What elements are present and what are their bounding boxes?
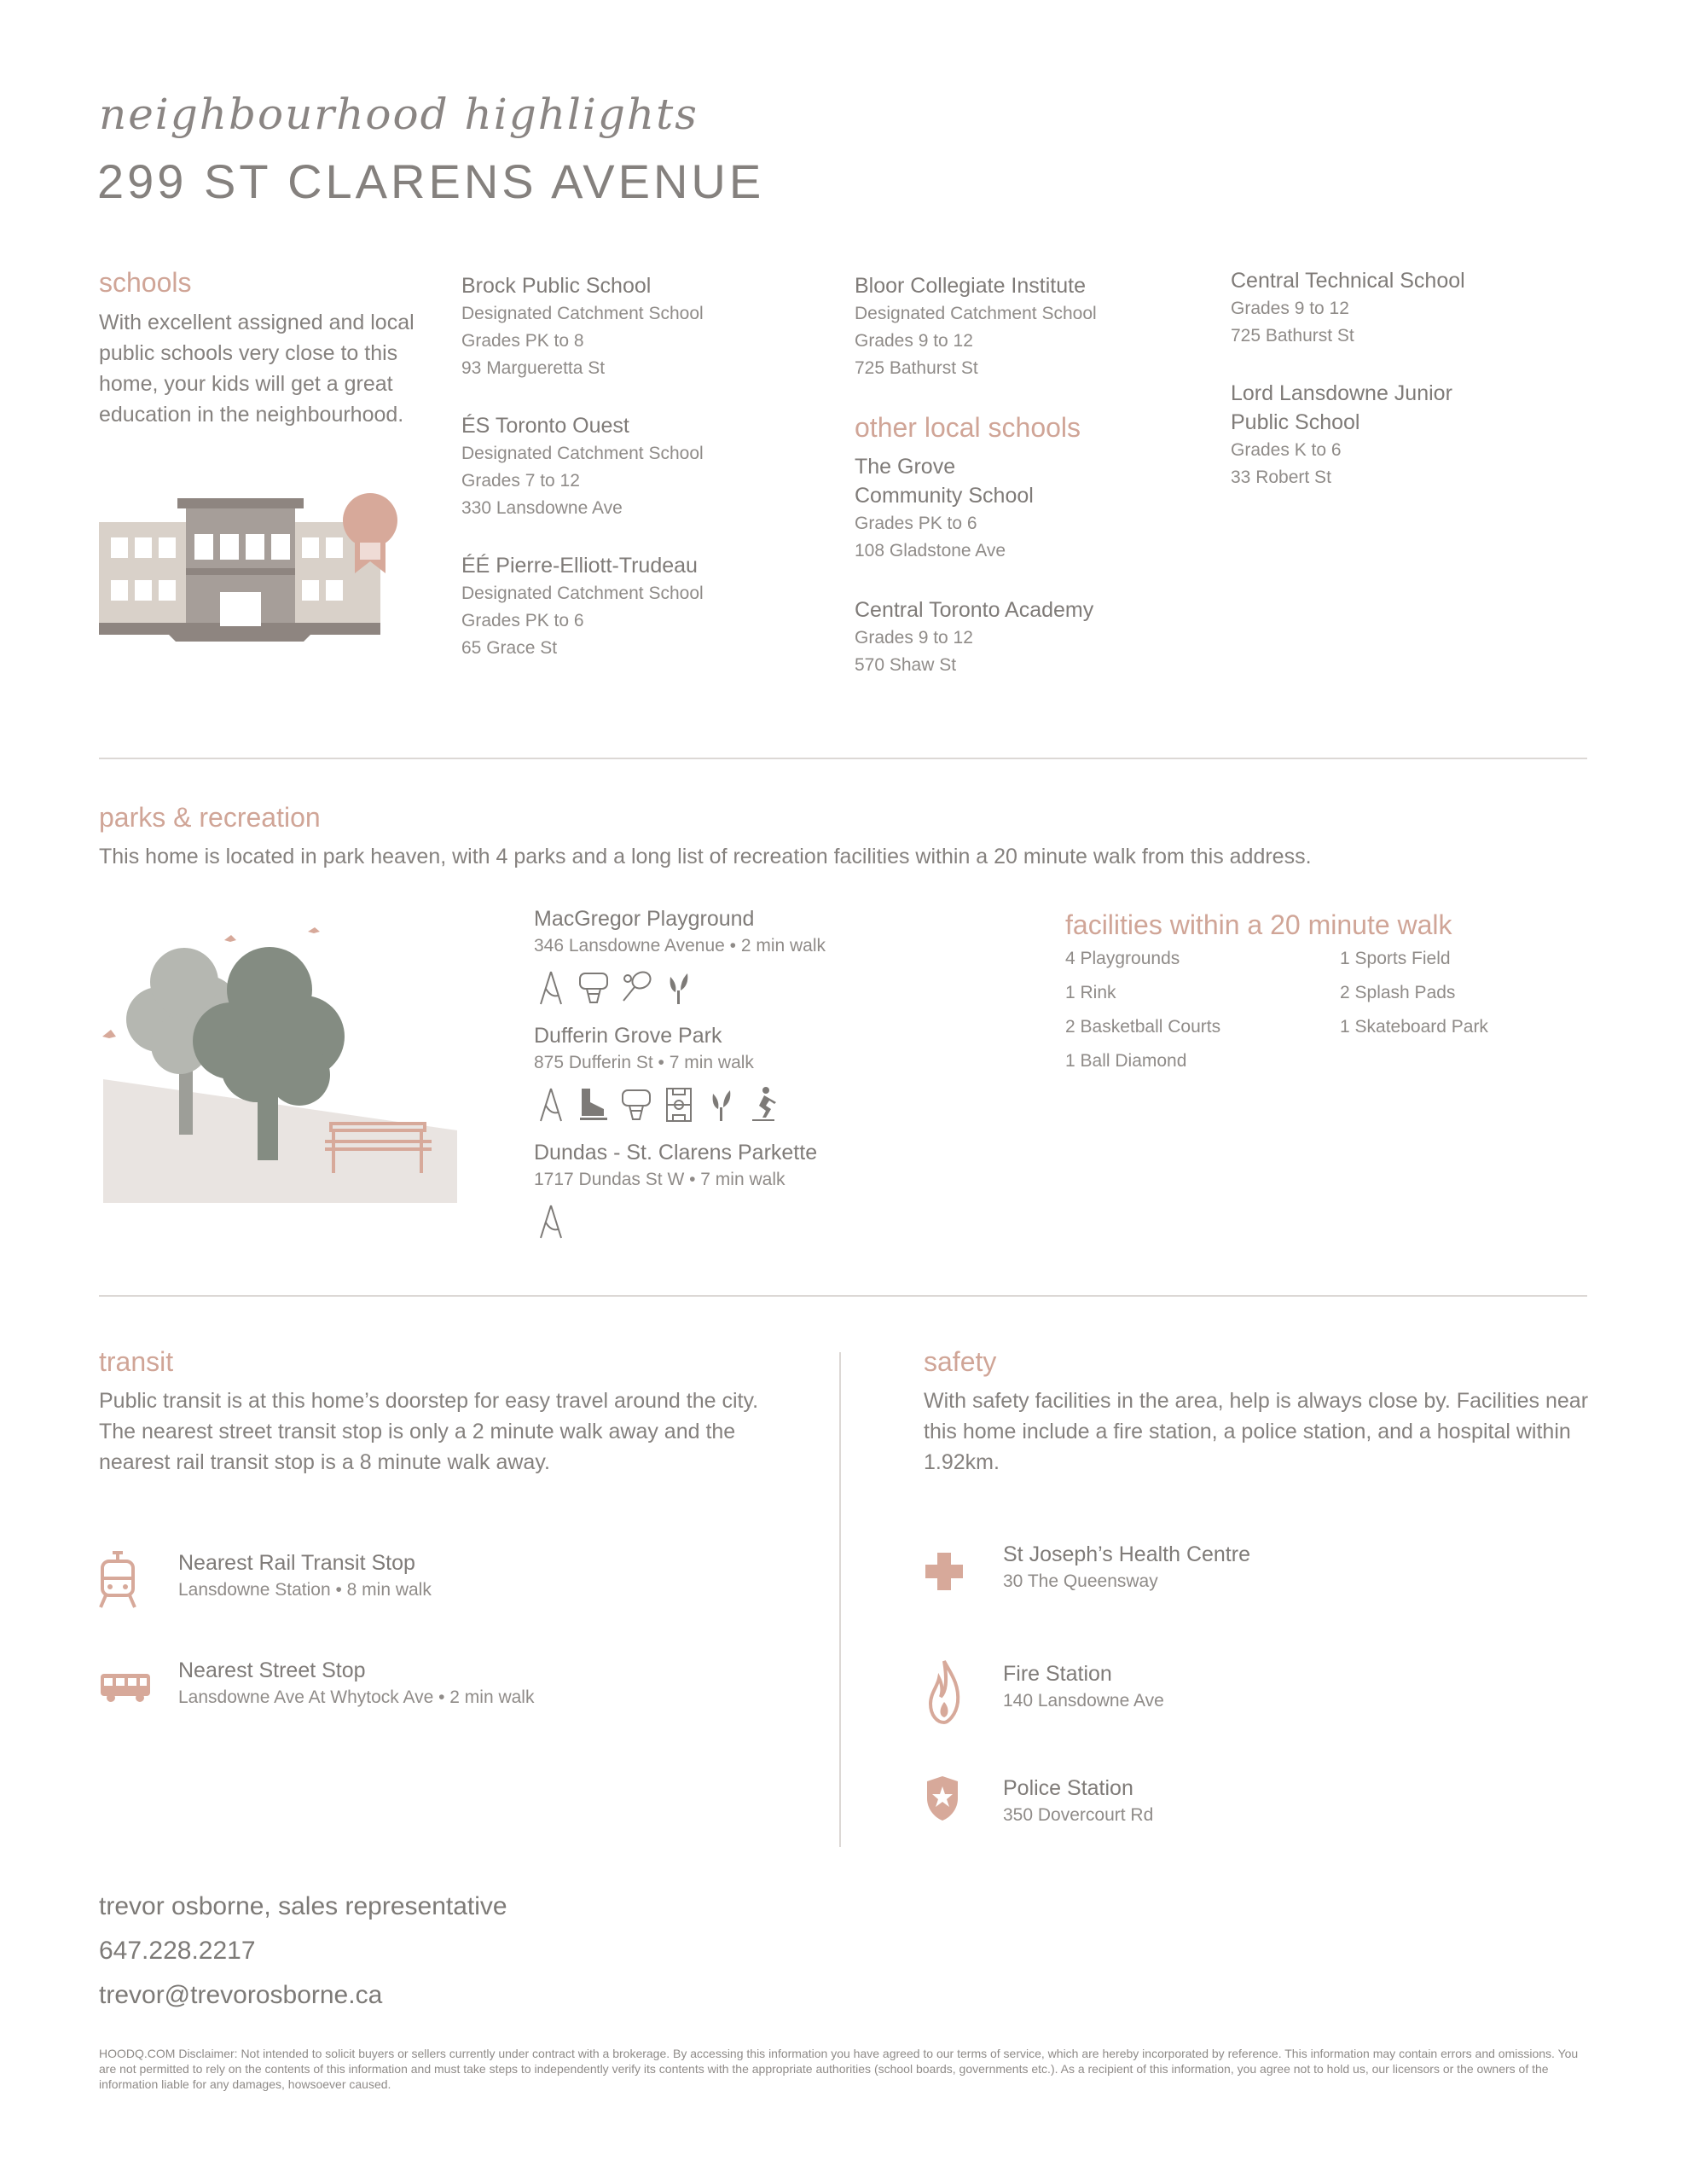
school-name: Bloor Collegiate Institute — [855, 274, 1086, 298]
park-detail: 346 Lansdowne Avenue • 2 min walk — [534, 936, 826, 956]
school-type: Designated Catchment School — [461, 584, 704, 603]
safety-item-detail: 30 The Queensway — [1003, 1571, 1158, 1591]
section-divider — [99, 758, 1587, 759]
safety-item-title: St Joseph’s Health Centre — [1003, 1542, 1250, 1566]
page-title: 299 ST CLARENS AVENUE — [97, 154, 765, 208]
facility-item: 2 Splash Pads — [1340, 983, 1456, 1002]
sports-field-icon — [662, 1085, 696, 1123]
safety-item-title: Fire Station — [1003, 1662, 1112, 1686]
schools-description: With excellent assigned and local public schools very close to this home, your kids will get a great education in the neighbourhood. — [99, 311, 415, 427]
facility-item: 1 Skateboard Park — [1340, 1017, 1488, 1037]
park-name: MacGregor Playground — [534, 907, 755, 931]
safety-item — [1003, 1542, 1250, 1592]
facility-item: 2 Basketball Courts — [1065, 1017, 1221, 1037]
park-item — [534, 1141, 817, 1240]
school-address: 725 Bathurst St — [855, 358, 978, 378]
section-divider — [99, 1295, 1587, 1297]
facility-item: 1 Sports Field — [1340, 949, 1451, 968]
facilities-heading: facilities within a 20 minute walk — [1065, 909, 1452, 940]
playground-icon — [534, 1085, 568, 1123]
park-detail: 875 Dufferin St • 7 min walk — [534, 1053, 754, 1072]
transit-item-detail: Lansdowne Ave At Whytock Ave • 2 min walk — [178, 1687, 535, 1707]
skateboard-icon — [747, 1085, 781, 1123]
school-address: 108 Gladstone Ave — [855, 541, 1006, 561]
basketball-icon — [619, 1085, 653, 1123]
safety-item-title: Police Station — [1003, 1776, 1133, 1800]
hospital-cross-icon — [924, 1551, 965, 1592]
school-block — [461, 271, 704, 382]
school-block — [461, 551, 704, 662]
facility-item: 1 Ball Diamond — [1065, 1051, 1187, 1071]
facilities-column-1 — [1065, 949, 1220, 1085]
park-amenity-icons — [534, 1085, 781, 1123]
safety-description: With safety facilities in the area, help is always close by. Facilities near this home include a fire station, a police station, and a hospital within 1.92km. — [924, 1389, 1589, 1474]
flame-icon — [927, 1659, 961, 1724]
school-name-line2: Public School — [1231, 410, 1360, 434]
school-address: 725 Bathurst St — [1231, 326, 1354, 346]
train-icon — [99, 1551, 136, 1611]
school-address: 330 Lansdowne Ave — [461, 498, 623, 518]
school-block — [855, 595, 1093, 679]
school-address: 93 Margueretta St — [461, 358, 606, 378]
school-name: Central Technical School — [1231, 269, 1465, 293]
column-divider — [839, 1352, 841, 1847]
school-grades: Grades PK to 6 — [461, 611, 584, 630]
safety-item-detail: 140 Lansdowne Ave — [1003, 1691, 1164, 1711]
school-name: Brock Public School — [461, 274, 652, 298]
school-grades: Grades K to 6 — [1231, 440, 1342, 460]
other-schools-heading: other local schools — [855, 412, 1081, 443]
school-block — [855, 452, 1034, 565]
school-building-illustration — [99, 486, 406, 648]
park-amenity-icons — [534, 968, 826, 1006]
safety-heading: safety — [924, 1346, 997, 1377]
school-name: The Grove — [855, 455, 956, 479]
disclaimer: HOODQ.COM Disclaimer: Not intended to solicit buyers or sellers currently under contract with a brokerage. By accessing this information you have agreed to our terms of service, which are hereby incorporated by reference. This information may contain errors and omissions. You are not permitted to rely on the contents of this information and must take steps to independently verify its contents with the appropriate authorities (school boards, governments etc.). As a recipient of this information, you agree not to hold us, our licensors or the owners of the information liable for any damages, howsoever caused. — [99, 2047, 1579, 2091]
splash-pad-icon — [662, 968, 696, 1006]
park-item — [534, 1024, 781, 1123]
agent-phone[interactable]: 647.228.2217 — [99, 1937, 256, 1965]
school-grades: Grades PK to 8 — [461, 331, 584, 351]
school-type: Designated Catchment School — [461, 444, 704, 463]
school-name-line2: Community School — [855, 484, 1034, 508]
school-type: Designated Catchment School — [461, 304, 704, 323]
facilities-column-2 — [1340, 949, 1488, 1051]
school-name: ÉS Toronto Ouest — [461, 414, 629, 438]
police-badge-icon — [925, 1774, 959, 1822]
safety-item — [1003, 1776, 1153, 1826]
transit-item-detail: Lansdowne Station • 8 min walk — [178, 1580, 432, 1600]
splash-pad-icon — [704, 1085, 739, 1123]
transit-description: Public transit is at this home’s doorstep for easy travel around the city. The nearest street transit stop is only a 2 minute walk away and the nearest rail transit stop is a 8 minute walk away. — [99, 1389, 759, 1474]
school-grades: Grades 9 to 12 — [855, 331, 973, 351]
basketball-icon — [577, 968, 611, 1006]
park-detail: 1717 Dundas St W • 7 min walk — [534, 1170, 786, 1189]
bus-icon — [99, 1672, 152, 1703]
school-grades: Grades 9 to 12 — [1231, 299, 1349, 318]
safety-item-detail: 350 Dovercourt Rd — [1003, 1805, 1154, 1825]
transit-item — [178, 1551, 432, 1600]
playground-icon — [534, 968, 568, 1006]
school-grades: Grades 7 to 12 — [461, 471, 580, 491]
school-address: 65 Grace St — [461, 638, 558, 658]
transit-item-title: Nearest Rail Transit Stop — [178, 1551, 415, 1575]
school-address: 33 Robert St — [1231, 468, 1331, 487]
school-address: 570 Shaw St — [855, 655, 957, 675]
park-illustration — [99, 926, 466, 1207]
skate-icon — [577, 1085, 611, 1123]
school-name: Central Toronto Academy — [855, 598, 1094, 622]
playground-icon — [534, 1202, 568, 1240]
script-heading: neighbourhood highlights — [99, 90, 699, 139]
agent-name: trevor osborne, sales representative — [99, 1892, 507, 1920]
school-name: Lord Lansdowne Junior — [1231, 381, 1452, 405]
schools-heading: schools — [99, 267, 192, 298]
transit-item-title: Nearest Street Stop — [178, 1658, 366, 1682]
school-grades: Grades 9 to 12 — [855, 628, 973, 648]
school-block — [855, 271, 1097, 382]
school-block — [1231, 266, 1465, 350]
school-block — [461, 411, 704, 522]
school-type: Designated Catchment School — [855, 304, 1097, 323]
parks-heading: parks & recreation — [99, 802, 321, 833]
tennis-icon — [619, 968, 653, 1006]
facility-item: 1 Rink — [1065, 983, 1116, 1002]
transit-item — [178, 1658, 534, 1708]
park-name: Dufferin Grove Park — [534, 1024, 722, 1048]
safety-item — [1003, 1662, 1164, 1711]
school-grades: Grades PK to 6 — [855, 514, 977, 533]
park-item — [534, 907, 826, 1006]
agent-email[interactable]: trevor@trevorosborne.ca — [99, 1981, 383, 2009]
transit-heading: transit — [99, 1346, 174, 1377]
parks-description: This home is located in park heaven, with 4 parks and a long list of recreation facilities within a 20 minute walk from this address. — [99, 845, 1312, 868]
school-name: ÉÉ Pierre-Elliott-Trudeau — [461, 554, 698, 578]
park-name: Dundas - St. Clarens Parkette — [534, 1141, 818, 1165]
park-amenity-icons — [534, 1202, 817, 1240]
school-block — [1231, 379, 1452, 491]
facility-item: 4 Playgrounds — [1065, 949, 1180, 968]
